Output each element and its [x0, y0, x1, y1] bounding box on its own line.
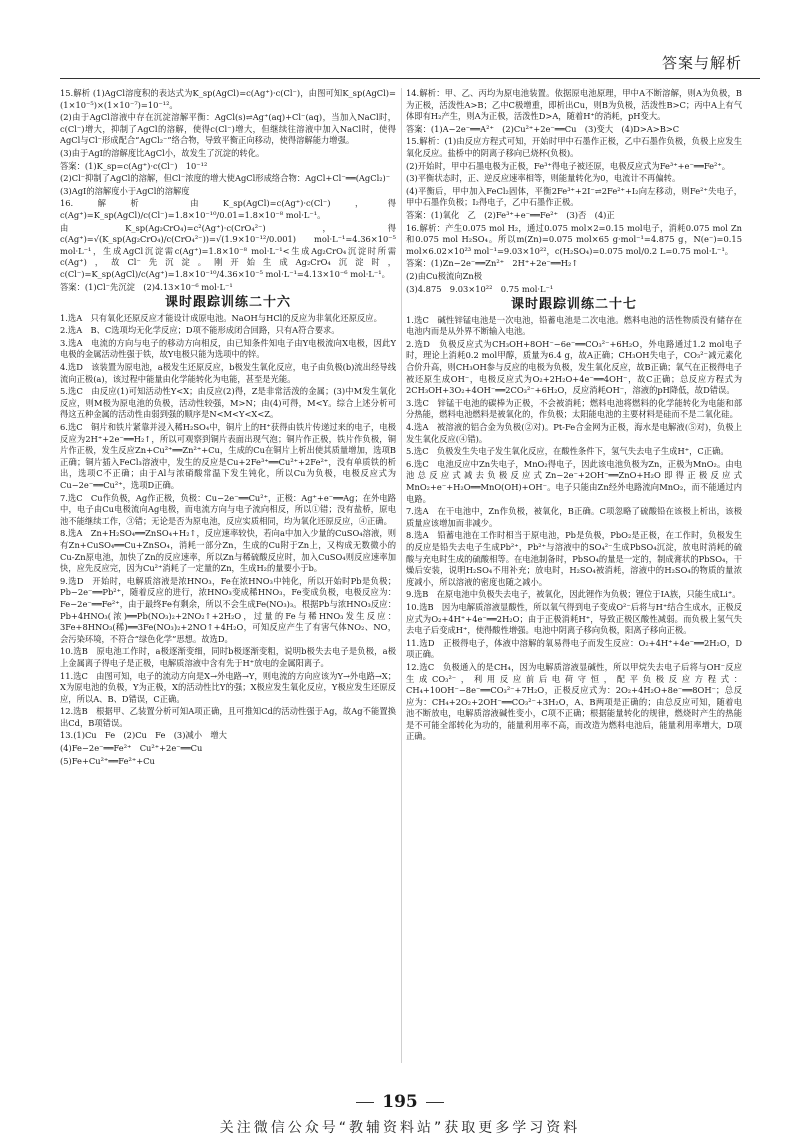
answer-paragraph: (2)Cl⁻抑制了AgCl的溶解，但Cl⁻浓度的增大使AgCl形成络合物：AgCl+Cl⁻══(AgCl₂)⁻ — [60, 173, 391, 184]
answer-paragraph: 8.选A Zn+H₂SO₄══ZnSO₄+H₂↑，反应速率较快，若向a中加入少量的CuSO₄溶液，则有Zn+CuSO₄══Cu+ZnSO₄，消耗一部分Zn，生成的Cu附于Zn上，又构成无数微小的Cu-Zn原电池，加快了Zn的反应速率，所以Zn与稀硫酸反应时，加入CuSO₄则反应速率加快，应先反应完，因为Cu²⁺消耗了一定量的Zn，生成H₂的量要小于b。 — [60, 528, 396, 574]
answer-paragraph: 11.选C 由图可知，电子的流动方向是X→外电路→Y，则电流的方向应该为Y→外电路→X；X为原电池的负极，Y为正极，X的活动性比Y的强；X极应发生氧化反应，Y极应发生还原反应，所以A、B、D错误，C正确。 — [60, 670, 396, 704]
left-column — [60, 88, 396, 1063]
answer-paragraph: 2.选A B、C选项均无化学反应；D项不能形成闭合回路，只有A符合要求。 — [60, 325, 340, 336]
answer-paragraph: 7.选A 在干电池中，Zn作负极，被氧化，B正确。C项忽略了硫酸铅在该极上析出，该极质量应该增加而非减少。 — [406, 506, 742, 528]
right-answers-before — [406, 88, 742, 295]
page-number-dash-left — [356, 1102, 374, 1103]
right-column — [406, 88, 742, 1063]
answer-paragraph: (2)开始时，甲中石墨电极为正极，Fe³⁺得电子被还原，电极反应式为Fe³⁺+e⁻══Fe²⁺。 — [406, 160, 731, 171]
footer-note: 关注微信公众号“教辅资料站”获取更多学习资料 — [219, 1120, 581, 1136]
answer-paragraph: 6.选C 电池反应中Zn失电子，MnO₂得电子，因此该电池负极为Zn，正极为MnO₂。由电池总反应式减去负极反应式Zn−2e⁻+2OH⁻══ZnO+H₂O即得正极反应式MnO₂+e⁻+H₂O══MnO(OH)+OH⁻。电子只能由Zn经外电路流向MnO₂，而不能通过内电路。 — [406, 458, 742, 504]
answer-paragraph: (4)Fe−2e⁻══Fe²⁺ Cu²⁺+2e⁻══Cu — [60, 743, 203, 754]
answer-paragraph: 16.解析：产生0.075 mol H₂，通过0.075 mol×2=0.15 mol电子，消耗0.075 mol Zn和0.075 mol H₂SO₄。所以m(Zn)=0.075 mol×65 g·mol⁻¹=4.875 g，N(e⁻)=0.15 mol×6.02×10²³ mol⁻¹=9.03×10²²，c(H₂SO₄)=0.075 mol/0.2 L=0.75 mol·L⁻¹。 — [406, 222, 742, 256]
answer-paragraph: 12.选B 根据甲、乙装置分析可知A项正确，且可推知Cd的活动性强于Ag，故Ag不能置换出Cd，B项错误。 — [60, 706, 396, 728]
answer-paragraph: (3)平衡状态时，正、逆反应速率相等，则能量转化为0，电流计不再偏转。 — [406, 173, 681, 184]
page-number-dash-right — [426, 1102, 444, 1103]
left-answers-after — [60, 313, 396, 768]
right-answers-after — [406, 315, 742, 743]
header-rule — [60, 78, 760, 79]
answer-paragraph: 8.选A 铅蓄电池在工作时相当于原电池，Pb是负极，PbO₂是正极，在工作时，负极发生的反应是铅失去电子生成Pb²⁺，Pb²⁺与溶液中的SO₄²⁻生成PbSO₄沉淀，放电时消耗的硫酸与充电时生成的硫酸相等。在电池制备时，PbSO₄的量是一定的，制成膏状的PbSO₄，干燥后安装，说明H₂SO₄不用补充；放电时，H₂SO₄被消耗，溶液中的H₂SO₄的物质的量浓度减小，所以溶液的密度也随之减小。 — [406, 530, 742, 587]
page-number — [0, 1092, 800, 1112]
answer-paragraph: 由K_sp(Ag₂CrO₄)=c²(Ag⁺)·c(CrO₄²⁻)，得c(Ag⁺)=√(K_sp(Ag₂CrO₄)/c(CrO₄²⁻))=√(1.9×10⁻¹²/0.001) mol·L⁻¹=4.36×10⁻⁵ mol·L⁻¹，生成AgCl沉淀需c(Ag⁺)=1.8×10⁻⁸ mol·L⁻¹<生成Ag₂CrO₄沉淀时所需c(Ag⁺)，故Cl⁻先沉淀。刚开始生成Ag₂CrO₄沉淀时，c(Cl⁻)=K_sp(AgCl)/c(Ag⁺)=1.8×10⁻¹⁰/4.36×10⁻⁵ mol·L⁻¹=4.13×10⁻⁶ mol·L⁻¹。 — [60, 222, 396, 279]
answer-paragraph: 14.解析：甲、乙、丙均为原电池装置。依据原电池原理，甲中A不断溶解，则A为负极，B为正极，活泼性A>B；乙中C极增重，即析出Cu，则B为负极，活泼性B>C；丙中A上有气体即有H₂产生，则A为正极，活泼性D>A，随着H⁺的消耗，pH变大。 — [406, 88, 742, 122]
answer-paragraph: 13.(1)Cu Fe (2)Cu Fe (3)减小 增大 — [60, 730, 227, 741]
answer-paragraph: 15.解析 (1)AgCl溶度积的表达式为K_sp(AgCl)=c(Ag⁺)·c(Cl⁻)，由图可知K_sp(AgCl)=(1×10⁻⁵)×(1×10⁻⁷)=10⁻¹²。 — [60, 88, 396, 110]
answer-paragraph: 11.选D 正极得电子，体液中溶解的氧易得电子而发生反应：O₂+4H⁺+4e⁻══2H₂O，D项正确。 — [406, 637, 742, 660]
answer-paragraph: 4.选A 被溶液的铝合金为负极(②对)。Pt-Fe合金网为正极，海水是电解液(⑤对)，负极上发生氧化反应(④错)。 — [406, 422, 742, 444]
answer-paragraph: 3.选A 电流的方向与电子的移动方向相反，由已知条件知电子由Y电极流向X电极，因此Y电极的金属活动性强于铁，故Y电极只能为选项中的锌。 — [60, 337, 396, 360]
answer-paragraph: 5.选C 负极发生失电子发生氧化反应，在酸性条件下，氢气失去电子生成H⁺，C正确。 — [406, 446, 729, 457]
answer-paragraph: (5)Fe+Cu²⁺══Fe²⁺+Cu — [60, 755, 155, 766]
section-title-26: 课时跟踪训练二十六 — [164, 295, 291, 311]
answer-paragraph: 5.选C 由反应(1)可知活动性Y<X；由反应(2)得，Z是非常活泼的金属；(3)中M发生氧化反应，则M极为原电池的负极，活动性较强，M>N；由(4)可得，M<Y。综合上述分析可得这五种金属的活动性由弱到强的顺序是N<M<Y<X<Z。 — [60, 386, 396, 420]
section-title-27: 课时跟踪训练二十七 — [510, 297, 637, 313]
answer-paragraph: 答案：(1)K_sp=c(Ag⁺)·c(Cl⁻) 10⁻¹² — [60, 160, 208, 171]
answer-paragraph: 答案：(1)A−2e⁻══A²⁺ (2)Cu²⁺+2e⁻══Cu (3)变大 (4)D>A>B>C — [406, 123, 680, 134]
answer-paragraph: 答案：(1)Zn−2e⁻══Zn²⁺ 2H⁺+2e⁻══H₂↑ — [406, 258, 579, 269]
answer-paragraph: 10.选B 因为电解质溶液显酸性，所以氧气得到电子变成O²⁻后将与H⁺结合生成水，正极反应式为O₂+4H⁺+4e⁻══2H₂O；由于正极消耗H⁺，导致正极区酸性减弱。而负极上氢气失去电子后变成H⁺，使得酸性增强。电池中阴离子移向负极，阳离子移向正极。 — [406, 601, 742, 636]
answer-paragraph: 12.选C 负极通入的是CH₄，因为电解质溶液显碱性，所以甲烷失去电子后将与OH⁻反应生成CO₃²⁻，利用反应前后电荷守恒，配平负极反应方程式：CH₄+10OH⁻−8e⁻══CO₃²⁻+7H₂O，正极反应式为：2O₂+4H₂O+8e⁻══8OH⁻；总反应为：CH₄+2O₂+2OH⁻══CO₃²⁻+3H₂O，A、B两项是正确的；由总反应可知，随着电池不断放电，电解质溶液碱性变小，C项不正确；根据能量转化的规律，燃烧时产生的热能是不可能全部转化为功的，能量利用率不高，而改造为燃料电池后，能量利用率增大，D项正确。 — [406, 661, 742, 742]
page-header — [0, 0, 800, 86]
answer-paragraph: (2)由于AgCl溶液中存在沉淀溶解平衡：AgCl(s)⇌Ag⁺(aq)+Cl⁻(aq)，当加入NaCl时，c(Cl⁻)增大，抑制了AgCl的溶解，使得c(Cl⁻)增大，但继续往溶液中加入NaCl时，使得AgCl与Cl⁻形成配合“AgCl₂⁻”络合物，导致平衡正向移动，使得溶解能力增强。 — [60, 112, 396, 146]
page-number-value: 195 — [382, 1092, 418, 1112]
answer-paragraph: 4.选D 该装置为原电池，a极发生还原反应，b极发生氧化反应，电子由负极(b)流出经导线流向正极(a)，该过程中能量由化学能转化为电能，甚至是光能。 — [60, 362, 396, 384]
answer-paragraph: 9.选B 在原电池中负极失去电子，被氧化，因此锂作为负极；锂位于IA族，只能生成Li⁺。 — [406, 589, 741, 600]
answer-paragraph: 答案：(1)Cl⁻先沉淀 (2)4.13×10⁻⁶ mol·L⁻¹ — [60, 281, 233, 292]
column-divider — [401, 88, 402, 1063]
answer-paragraph: 9.选D 开始时，电解质溶液是浓HNO₃，Fe在浓HNO₃中钝化，所以开始时Pb是负极；Pb−2e⁻══Pb²⁺，随着反应的进行，浓HNO₃变成稀HNO₃，Fe变成负极，电极反应为：Fe−2e⁻══Fe²⁺，由于最终Fe有剩余，所以不会生成Fe(NO₃)₃。根据Pb与浓HNO₃反应：Pb+4HNO₃(浓)══Pb(NO₃)₂+2NO₂↑+2H₂O，过量的Fe与稀HNO₃发生反应：3Fe+8HNO₃(稀)══3Fe(NO₃)₂+2NO↑+4H₂O，可知反应产生了有害气体NO₂、NO，会污染环境，不符合“绿色化学”思想。故选D。 — [60, 575, 396, 644]
answer-paragraph: (4)平衡后，甲中加入FeCl₂固体，平衡2Fe³⁺+2I⁻⇌2Fe²⁺+I₂向左移动，则Fe²⁺失电子，甲中石墨作负极；I₂得电子，乙中石墨作正极。 — [406, 185, 742, 208]
answer-paragraph: 7.选C Cu作负极，Ag作正极，负极：Cu−2e⁻══Cu²⁺，正极：Ag⁺+e⁻══Ag；在外电路中，电子由Cu电极流向Ag电极，而电流方向与电子流向相反，所以①错；没有盐桥，原电池不能继续工作，③错；无论是否为原电池，反应实质相同，均为氧化还原反应，④正确。 — [60, 492, 396, 526]
answer-paragraph: 15.解析：(1)由反应方程式可知，开始时甲中石墨作正极，乙中石墨作负极，负极上应发生氧化反应。盐桥中的阴离子移向已烧杯(负极)。 — [406, 136, 742, 158]
answer-paragraph: 10.选B 原电池工作时，a极逐渐变细，同时b极逐渐变粗，说明b极失去电子是负极，a极上金属离子得电子是正极，电解质溶液中含有先于H⁺放电的金属阳离子。 — [60, 646, 396, 668]
answer-paragraph: 16.解析 由K_sp(AgCl)=c(Ag⁺)·c(Cl⁻)，得c(Ag⁺)=K_sp(AgCl)/c(Cl⁻)=1.8×10⁻¹⁰/0.01=1.8×10⁻⁸ mol·L⁻¹。 — [60, 198, 396, 220]
answer-paragraph: 6.选C 铜片和铁片紧靠并浸入稀H₂SO₄中，铜片上的H⁺获得由铁片传递过来的电子，电极反应为2H⁺+2e⁻══H₂↑，所以可观察到铜片表面出现气泡；铜片作正极，铁片作负极，铜片作正极，发生反应Zn+Cu²⁺══Zn²⁺+Cu，生成的Cu在铜片上析出使其质量增加，选项B正确；铜片插入FeCl₃溶液中，发生的反应是Cu+2Fe³⁺══Cu²⁺+2Fe²⁺，没有单质铁的析出，选项C不正确；由于Al与浓硝酸常温下发生钝化，所以Cu为负极，电极反应式为Cu−2e⁻══Cu²⁺，选项D正确。 — [60, 422, 396, 490]
header-title: 答案与解析 — [661, 54, 742, 72]
answer-paragraph: (3)由于AgI的溶解度比AgCl小，故发生了沉淀的转化。 — [60, 147, 265, 158]
answer-paragraph: 答案：(1)氧化 乙 (2)Fe³⁺+e⁻══Fe²⁺ (3)否 (4)正 — [406, 209, 615, 220]
answer-paragraph: (2)由Cu极流向Zn极 — [406, 270, 483, 281]
answer-paragraph: (3)AgI的溶解度小于AgCl的溶解度 — [60, 185, 190, 196]
answer-paragraph: 2.选D 负极反应式为CH₃OH+8OH⁻−6e⁻══CO₃²⁻+6H₂O，外电路通过1.2 mol电子时，理论上消耗0.2 mol甲醇，质量为6.4 g，故A正确；CH₃OH失电子，CO₃²⁻减元素化合价升高，则CH₃OH参与反应的电极为负极，发生氧化反应，故B正确；氧气在正极得电子被还原生成OH⁻，电极反应式为O₂+2H₂O+4e⁻══4OH⁻，故C正确；总反应方程式为2CH₃OH+3O₂+4OH⁻══2CO₃²⁻+6H₂O，反应消耗OH⁻，溶液的pH降低，故D错误。 — [406, 338, 742, 396]
answer-paragraph: 3.选C 锌锰干电池的碳棒为正极，不会被消耗；燃料电池将燃料的化学能转化为电能和部分热能，燃料电池燃料是被氧化的，作负极；太阳能电池的主要材料是硅而不是二氧化硅。 — [406, 397, 742, 420]
left-answers-before — [60, 88, 396, 293]
answer-paragraph: (3)4.875 9.03×10²² 0.75 mol·L⁻¹ — [406, 283, 554, 294]
answer-paragraph: 1.选A 只有氧化还原反应才能设计成原电池。NaOH与HCl的反应为非氧化还原反应。 — [60, 312, 382, 323]
answer-paragraph: 1.选C 碱性锌锰电池是一次电池，铅蓄电池是二次电池。燃料电池的活性物质没有储存在电池内而是从外界不断输入电池。 — [406, 314, 742, 337]
